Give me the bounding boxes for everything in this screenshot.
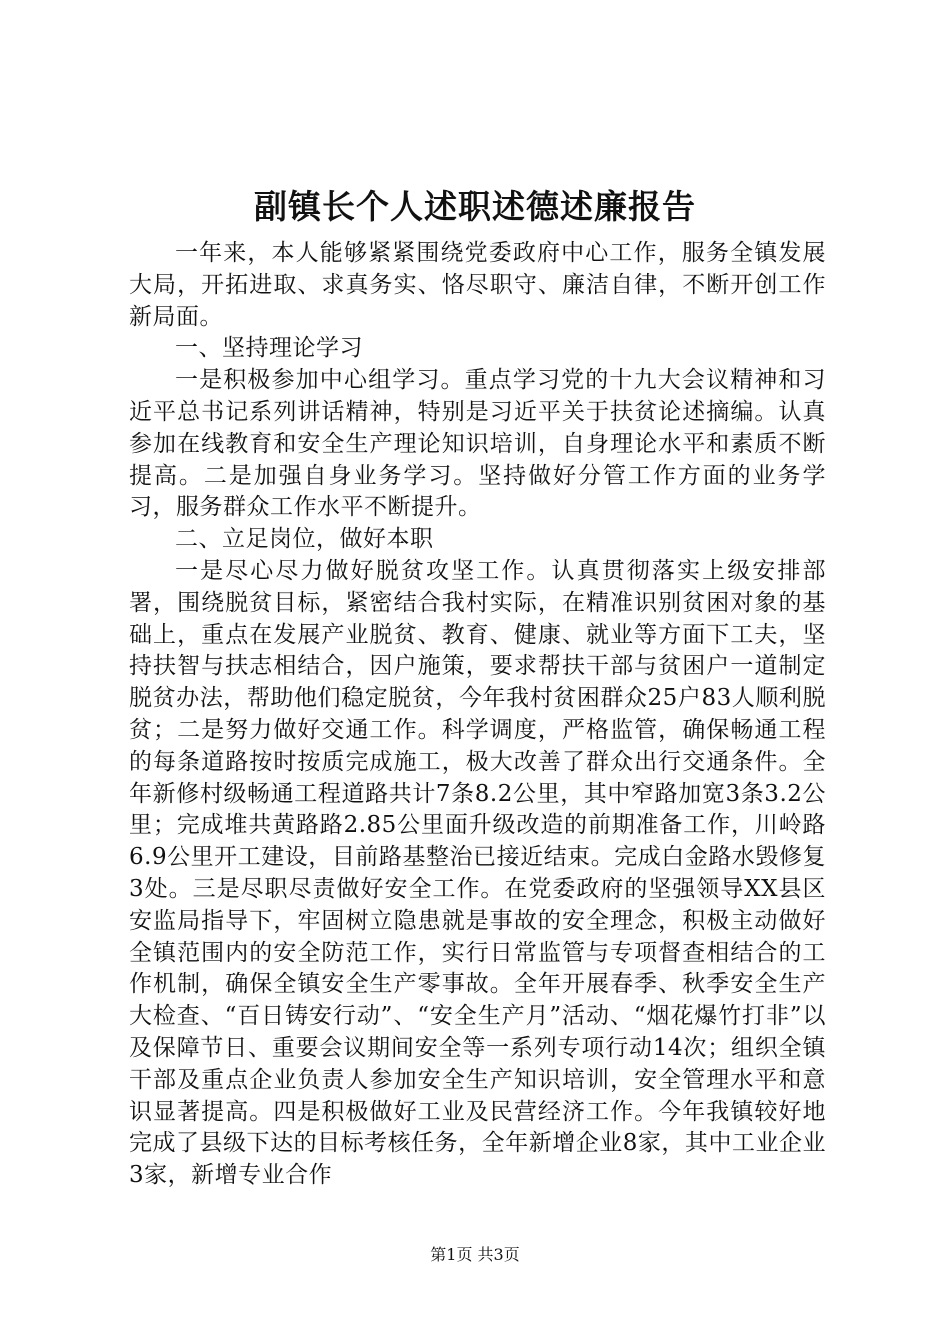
- document-body: [129, 238, 826, 1192]
- paragraph-duties: 一是尽心尽力做好脱贫攻坚工作。认真贯彻落实上级安排部署，围绕脱贫目标，紧密结合我村实际，在精准识别贫困对象的基础上，重点在发展产业脱贫、教育、健康、就业等方面下工夫，坚持扶智与扶志相结合，因户施策，要求帮扶干部与贫困户一道制定脱贫办法，帮助他们稳定脱贫，今年我村贫困群众25户83人顺利脱贫；二是努力做好交通工作。科学调度，严格监管，确保畅通工程的每条道路按时按质完成施工，极大改善了群众出行交通条件。全年新修村级畅通工程道路共计7条8.2公里，其中窄路加宽3条3.2公里；完成堆共黄路路2.85公里面升级改造的前期准备工作，川岭路6.9公里开工建设，目前路基整治已接近结束。完成白金路水毁修复3处。三是尽职尽责做好安全工作。在党委政府的坚强领导XX县区安监局指导下，牢固树立隐患就是事故的安全理念，积极主动做好全镇范围内的安全防范工作，实行日常监管与专项督查相结合的工作机制，确保全镇安全生产零事故。全年开展春季、秋季安全生产大检查、“百日铸安行动”、“安全生产月”活动、“烟花爆竹打非”以及保障节日、重要会议期间安全等一系列专项行动14次；组织全镇干部及重点企业负责人参加安全生产知识培训，安全管理水平和意识显著提高。四是积极做好工业及民营经济工作。今年我镇较好地完成了县级下达的目标考核任务，全年新增企业8家，其中工业企业3家，新增专业合作: [129, 557, 826, 1189]
- section-heading-duties: 二、立足岗位，做好本职: [175, 526, 434, 553]
- page-footer: 第1页 共3页: [430, 1245, 520, 1264]
- section-heading-theory-study: 一、坚持理论学习: [175, 335, 363, 362]
- paragraph-intro: 一年来，本人能够紧紧围绕党委政府中心工作，服务全镇发展大局，开拓进取、求真务实、恪尽职守、廉洁自律，不断开创工作新局面。: [129, 240, 826, 330]
- page-title: 副镇长个人述职述德述廉报告: [254, 187, 696, 226]
- paragraph-theory-study: 一是积极参加中心组学习。重点学习党的十九大会议精神和习近平总书记系列讲话精神，特别是习近平关于扶贫论述摘编。认真参加在线教育和安全生产理论知识培训，自身理论水平和素质不断提高。二是加强自身业务学习。坚持做好分管工作方面的业务学习，服务群众工作水平不断提升。: [129, 367, 826, 521]
